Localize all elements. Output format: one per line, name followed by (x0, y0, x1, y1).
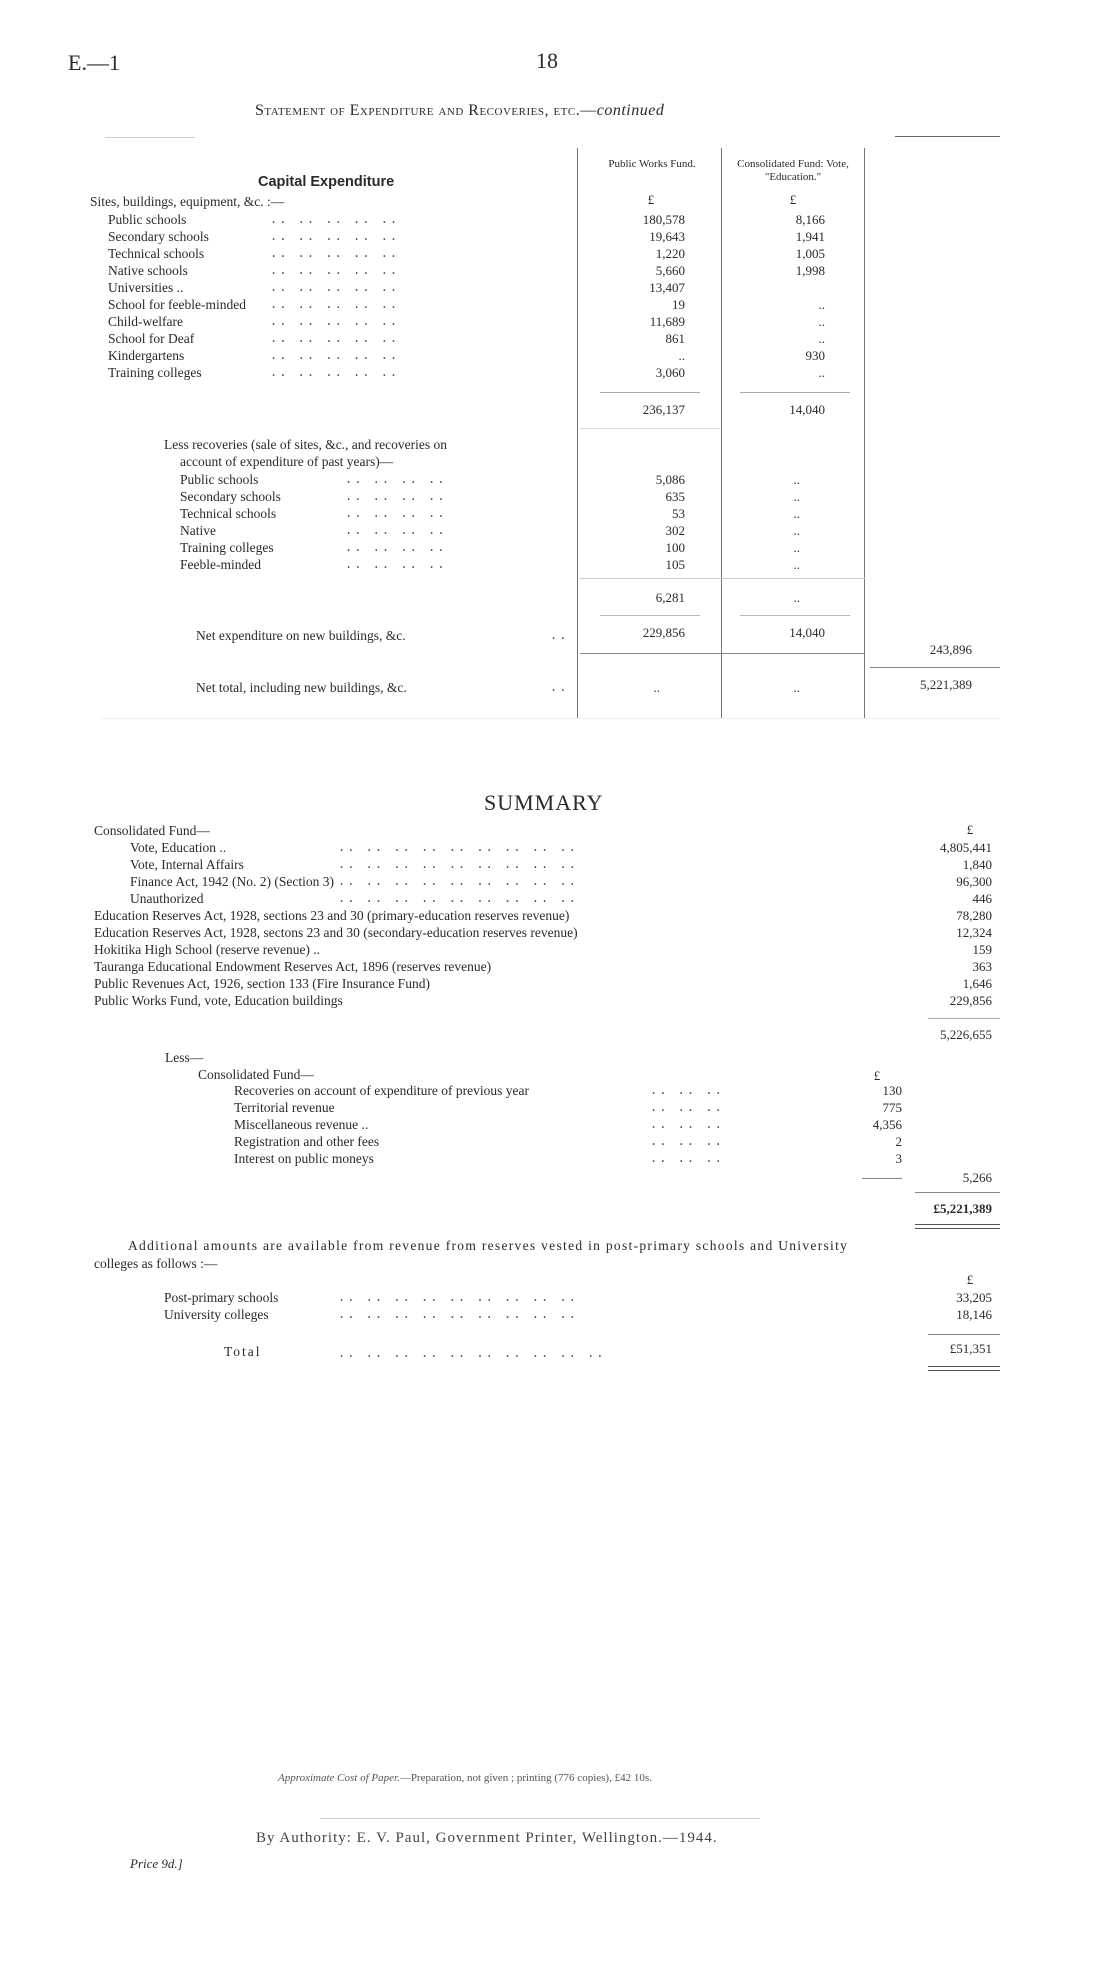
grand-total: 5,221,389 (920, 677, 972, 692)
add-item-dots: .. .. .. .. .. .. .. .. .. (338, 1290, 578, 1304)
total-dots: .. .. .. .. .. .. .. .. .. .. (338, 1346, 606, 1360)
summary-cf-item-value: 446 (972, 891, 992, 906)
capital-row-dots: .. .. .. .. .. (270, 212, 400, 226)
capital-heading: Capital Expenditure (258, 174, 395, 190)
leader-dots: .. .. .. (650, 1134, 724, 1148)
summary-other-item-label: Public Revenues Act, 1926, section 133 (Fire Insurance Fund) (94, 976, 430, 991)
recovery-row-label: Public schools (180, 472, 259, 487)
total-double-rule-1 (928, 1366, 1000, 1367)
footer-rule (320, 1818, 760, 1819)
less-cf-heading: Consolidated Fund— (198, 1067, 314, 1082)
summary-other-item-label: Education Reserves Act, 1928, sections 23 and 30 (primary-education reserves revenue) (94, 908, 570, 923)
document-code: E.—1 (68, 50, 120, 75)
recovery-row-label: Technical schools (180, 506, 277, 521)
recovery-row-cf: .. (793, 557, 800, 572)
net-total: 243,896 (929, 642, 972, 657)
capital-row-cf: .. (818, 331, 825, 346)
col-header-consolidated: Consolidated Fund: Vote, "Education." (737, 158, 849, 183)
capital-row-pw: .. (678, 348, 685, 363)
summary-other-item-label: Public Works Fund, vote, Education buildings (94, 993, 343, 1008)
summary-cf-item-label: Unauthorized (130, 891, 204, 906)
less-heading: Less— (165, 1050, 204, 1065)
capital-row-label: School for feeble-minded (108, 297, 246, 312)
net-expenditure-label: Net expenditure on new buildings, &c. (196, 628, 406, 643)
summary-other-item-value: 78,280 (956, 908, 992, 923)
net-total-rule (870, 667, 1000, 668)
less-recoveries-line2: account of expenditure of past years)— (180, 454, 394, 469)
subtotal-rule-cf (740, 392, 850, 393)
capital-row-cf: .. (818, 297, 825, 312)
summary-cf-item-value: 1,840 (962, 857, 992, 872)
capital-row-label: Universities .. (108, 280, 184, 295)
add-item-label: Post-primary schools (164, 1290, 279, 1305)
capital-row-pw: 19,643 (649, 229, 685, 244)
capital-row-label: Kindergartens (108, 348, 185, 363)
less-item-label: Registration and other fees (234, 1134, 380, 1149)
capital-row-pw: 19 (672, 297, 685, 312)
capital-row-dots: .. .. .. .. .. (270, 297, 400, 311)
grand-cf: .. (793, 680, 800, 695)
capital-row-pw: 1,220 (655, 246, 685, 261)
capital-row-pw: 11,689 (649, 314, 685, 329)
capital-row-dots: .. .. .. .. .. (270, 331, 400, 345)
page-title-main: Statement of Expenditure and Recoveries, etc.— (255, 102, 597, 119)
page-title-italic: continued (596, 102, 665, 119)
less-item-label: Recoveries on account of expenditure of previous year (234, 1083, 530, 1098)
authority-line: By Authority: E. V. Paul, Government Printer, Wellington.—1944. (256, 1830, 718, 1846)
recovery-row-label: Secondary schools (180, 489, 281, 504)
capital-row-cf: .. (818, 365, 825, 380)
column-divider-1 (577, 148, 578, 718)
capital-row-dots: .. .. .. .. .. (270, 365, 400, 379)
capital-row-dots: .. .. .. .. .. (270, 246, 400, 260)
subtotal-pw: 236,137 (642, 402, 685, 417)
recovery-row-cf: .. (793, 489, 800, 504)
recovery-row-pw: 302 (665, 523, 685, 538)
additional-text-2: colleges as follows :— (94, 1256, 218, 1271)
gross-total: 5,226,655 (940, 1027, 992, 1042)
summary-cf-item-label: Vote, Education .. (130, 840, 227, 855)
recovery-row-pw: 53 (672, 506, 685, 521)
summary-cf-item-value: 4,805,441 (940, 840, 992, 855)
recov-underline (600, 615, 700, 616)
add-item-value: 33,205 (956, 1290, 992, 1305)
recovery-row-label: Training colleges (180, 540, 274, 555)
cost-of-paper-label: Approximate Cost of Paper. (278, 1772, 400, 1784)
table-top-rule (105, 137, 195, 138)
net-summary-double-rule-2 (915, 1228, 1000, 1229)
recovery-row-cf: .. (793, 472, 800, 487)
recov-rule (580, 578, 865, 579)
summary-other-item-value: 363 (972, 959, 992, 974)
summary-cf-item-value: 96,300 (956, 874, 992, 889)
less-recoveries-line1: Less recoveries (sale of sites, &c., and recoveries on (164, 437, 448, 452)
capital-row-dots: .. .. .. .. .. (270, 229, 400, 243)
summary-other-item-label: Education Reserves Act, 1928, sectons 23 and 30 (secondary-education reserves revenue) (94, 925, 578, 940)
column-divider-3 (864, 148, 865, 718)
recovery-row-dots: .. .. .. .. (345, 506, 447, 520)
capital-row-cf: 1,998 (795, 263, 825, 278)
recov-total-cf: .. (793, 590, 800, 605)
less-item-label: Territorial revenue (234, 1100, 335, 1115)
less-item-label: Miscellaneous revenue .. (234, 1117, 369, 1132)
capital-row-label: Secondary schools (108, 229, 209, 244)
capital-row-pw: 5,660 (655, 263, 685, 278)
summary-other-item-label: Hokitika High School (reserve revenue) .. (94, 942, 321, 957)
table-top-rule-right (895, 136, 1000, 137)
less-rule (862, 1178, 902, 1179)
recovery-row-cf: .. (793, 540, 800, 555)
leader-dots: .. .. .. (650, 1100, 724, 1114)
currency-pw: £ (647, 192, 655, 207)
recov-total-pw: 6,281 (655, 590, 685, 605)
recovery-row-pw: 5,086 (655, 472, 685, 487)
capital-row-pw: 13,407 (649, 280, 685, 295)
less-item-value: 2 (895, 1134, 902, 1149)
summary-cf-heading: Consolidated Fund— (94, 823, 210, 838)
add-rule (928, 1334, 1000, 1335)
capital-row-dots: .. .. .. .. .. (270, 314, 400, 328)
cost-of-paper (278, 1772, 652, 1784)
currency-cf: £ (789, 192, 797, 207)
subtotal-rule-pw (600, 392, 700, 393)
add-currency: £ (966, 1272, 974, 1287)
capital-row-label: School for Deaf (108, 331, 195, 346)
recovery-row-cf: .. (793, 523, 800, 538)
recovery-row-dots: .. .. .. .. (345, 540, 447, 554)
capital-row-dots: .. .. .. .. .. (270, 263, 400, 277)
summary-other-item-value: 1,646 (962, 976, 992, 991)
summary-title: SUMMARY (484, 790, 604, 815)
leader-dots: .. .. .. .. .. .. .. .. .. (338, 840, 578, 854)
leader-dots: .. .. .. .. .. .. .. .. .. (338, 891, 578, 905)
leader-dots: .. .. .. (650, 1151, 724, 1165)
recovery-row-dots: .. .. .. .. (345, 489, 447, 503)
capital-row-dots: .. .. .. .. .. (270, 348, 400, 362)
net-cf: 14,040 (789, 625, 825, 640)
capital-intro: Sites, buildings, equipment, &c. :— (90, 194, 285, 209)
subtotal-underline (580, 428, 720, 429)
summary-other-item-value: 12,324 (956, 925, 992, 940)
summary-currency: £ (966, 822, 974, 837)
recov-underline-cf (740, 615, 850, 616)
net-summary-double-rule-1 (915, 1224, 1000, 1225)
leader-dots: .. .. .. .. .. .. .. .. .. (338, 874, 578, 888)
less-total: 5,266 (962, 1170, 992, 1185)
recovery-row-pw: 100 (665, 540, 685, 555)
capital-row-cf: 930 (805, 348, 825, 363)
subtotal-cf: 14,040 (789, 402, 825, 417)
net-pw: 229,856 (642, 625, 685, 640)
summary-cf-item-label: Vote, Internal Affairs (130, 857, 244, 872)
less-item-value: 3 (895, 1151, 902, 1166)
capital-row-label: Training colleges (108, 365, 202, 380)
capital-row-dots: .. .. .. .. .. (270, 280, 400, 294)
recovery-row-dots: .. .. .. .. (345, 523, 447, 537)
total-label: Total (224, 1344, 262, 1359)
add-item-dots: .. .. .. .. .. .. .. .. .. (338, 1307, 578, 1321)
column-divider-2 (721, 148, 722, 718)
less-item-value: 130 (882, 1083, 902, 1098)
summary-other-item-label: Tauranga Educational Endowment Reserves Act, 1896 (reserves revenue) (94, 959, 492, 974)
net-dots: .. (550, 628, 569, 642)
add-item-value: 18,146 (956, 1307, 992, 1322)
page-number: 18 (536, 48, 558, 73)
less-currency: £ (873, 1068, 881, 1083)
add-item-label: University colleges (164, 1307, 269, 1322)
less-item-value: 775 (882, 1100, 902, 1115)
summary-other-item-value: 229,856 (949, 993, 992, 1008)
recovery-row-pw: 105 (665, 557, 685, 572)
capital-row-cf: 8,166 (795, 212, 825, 227)
recovery-row-dots: .. .. .. .. (345, 472, 447, 486)
capital-row-cf: 1,941 (795, 229, 825, 244)
recovery-row-label: Feeble-minded (180, 557, 261, 572)
capital-row-pw: 180,578 (642, 212, 685, 227)
leader-dots: .. .. .. .. .. .. .. .. .. (338, 857, 578, 871)
net-summary-rule (915, 1192, 1000, 1193)
capital-row-label: Public schools (108, 212, 187, 227)
summary-cf-item-label: Finance Act, 1942 (No. 2) (Section 3) (130, 874, 334, 889)
leader-dots: .. .. .. (650, 1083, 724, 1097)
capital-row-label: Technical schools (108, 246, 205, 261)
capital-row-label: Child-welfare (108, 314, 183, 329)
recovery-row-label: Native (180, 523, 216, 538)
net-rule (580, 653, 865, 654)
gross-rule (928, 1018, 1000, 1019)
recovery-row-dots: .. .. .. .. (345, 557, 447, 571)
grand-dots: .. (550, 680, 569, 694)
leader-dots: .. .. .. (650, 1117, 724, 1131)
grand-total-label: Net total, including new buildings, &c. (196, 680, 407, 695)
grand-pw: .. (653, 680, 660, 695)
total-value: £51,351 (949, 1341, 992, 1356)
net-summary-total: £5,221,389 (933, 1201, 992, 1216)
total-double-rule-2 (928, 1370, 1000, 1371)
less-item-label: Interest on public moneys (234, 1151, 374, 1166)
recovery-row-pw: 635 (665, 489, 685, 504)
less-item-value: 4,356 (872, 1117, 902, 1132)
recovery-row-cf: .. (793, 506, 800, 521)
price: Price 9d.] (130, 1856, 183, 1871)
col-header-public-works: Public Works Fund. (608, 158, 696, 170)
table-bottom-rule (100, 718, 1000, 719)
capital-row-cf: 1,005 (795, 246, 825, 261)
page-title (255, 102, 664, 120)
capital-row-cf: .. (818, 314, 825, 329)
capital-row-pw: 3,060 (655, 365, 685, 380)
additional-text-1: Additional amounts are available from revenue from reserves vested in post-primary schools and University (128, 1238, 849, 1253)
capital-row-pw: 861 (665, 331, 685, 346)
cost-of-paper-detail: —Preparation, not given ; printing (776 copies), £42 10s. (399, 1772, 652, 1784)
capital-row-label: Native schools (108, 263, 188, 278)
summary-other-item-value: 159 (972, 942, 992, 957)
